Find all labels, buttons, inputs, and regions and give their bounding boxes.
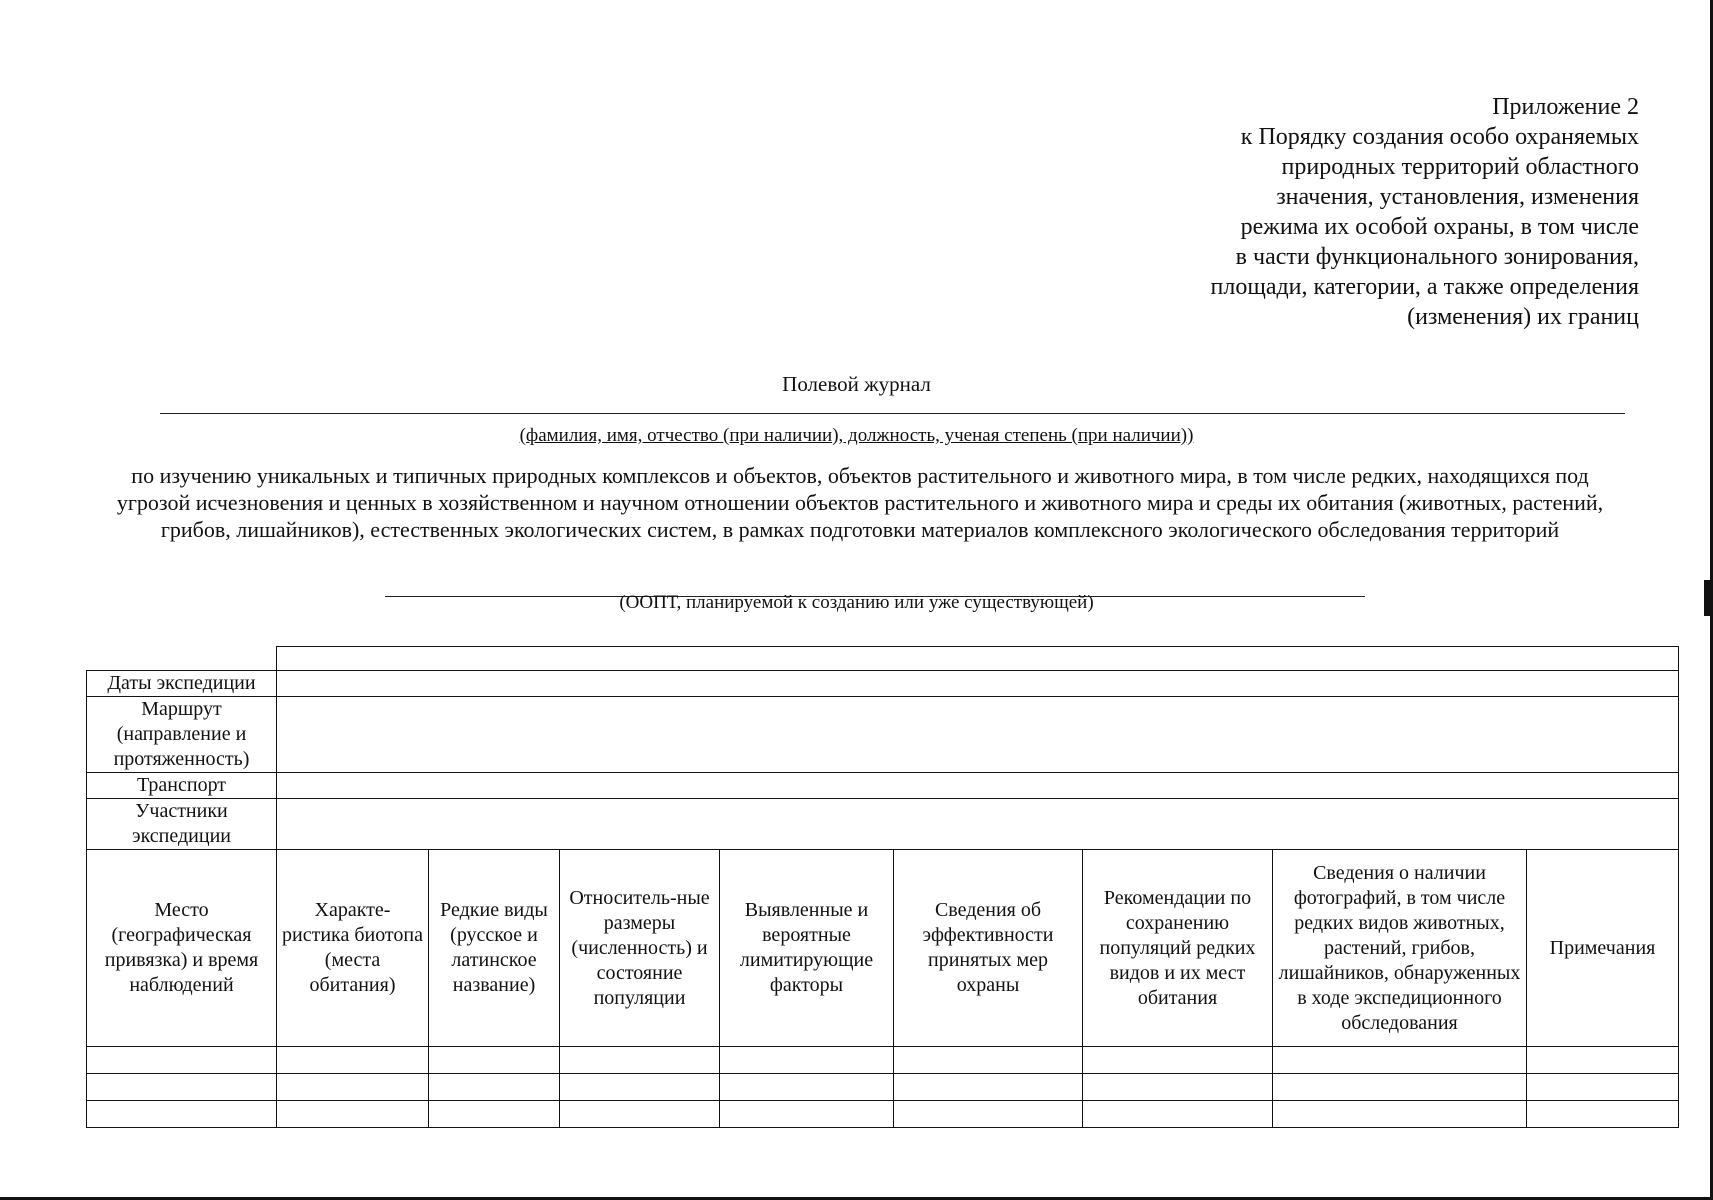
column-header: Редкие виды (русское и латинское название) <box>429 850 560 1047</box>
table-cell[interactable] <box>560 1074 720 1101</box>
column-header: Сведения об эффективности принятых мер охраны <box>894 850 1083 1047</box>
column-header: Примечания <box>1527 850 1679 1047</box>
column-header: Характе-ристика биотопа (места обитания) <box>277 850 429 1047</box>
info-label-participants: Участники экспедиции <box>87 799 277 850</box>
table-cell[interactable] <box>1083 1101 1273 1128</box>
table-row <box>87 1074 1679 1101</box>
appendix-header <box>1119 92 1639 332</box>
table-cell[interactable] <box>1527 1047 1679 1074</box>
author-caption <box>0 425 1713 447</box>
appendix-line: в части функционального зонирования, <box>1235 244 1639 270</box>
table-cell[interactable] <box>429 1074 560 1101</box>
info-value-dates[interactable] <box>277 671 1679 697</box>
info-label-route: Маршрут (направление и протяженность) <box>87 697 277 773</box>
column-header: Сведения о наличии фотографий, в том числе редких видов животных, растений, грибов, лишайников, обнаруженных в ходе экспедиционного обследования <box>1273 850 1527 1047</box>
appendix-line: режима их особой охраны, в том числе <box>1240 214 1639 240</box>
top-strip-spacer <box>87 647 277 671</box>
top-strip-cell <box>277 647 1679 671</box>
table-cell[interactable] <box>277 1101 429 1128</box>
table-cell[interactable] <box>894 1047 1083 1074</box>
appendix-line: площади, категории, а также определения <box>1210 274 1639 300</box>
info-label-dates: Даты экспедиции <box>87 671 277 697</box>
table-cell[interactable] <box>560 1047 720 1074</box>
appendix-line: значения, установления, изменения <box>1276 184 1639 210</box>
column-header-row <box>87 850 1679 1047</box>
table-cell[interactable] <box>277 1047 429 1074</box>
column-header: Относитель-ные размеры (численность) и состояние популяции <box>560 850 720 1047</box>
info-value-route[interactable] <box>277 697 1679 773</box>
table-cell[interactable] <box>560 1101 720 1128</box>
info-row <box>87 773 1679 799</box>
field-journal-table <box>86 646 1679 1128</box>
table-cell[interactable] <box>87 1074 277 1101</box>
table-cell[interactable] <box>1083 1047 1273 1074</box>
table-row <box>87 1101 1679 1128</box>
table-cell[interactable] <box>429 1101 560 1128</box>
table-cell[interactable] <box>1527 1101 1679 1128</box>
appendix-line: к Порядку создания особо охраняемых <box>1240 124 1639 150</box>
document-title: Полевой журнал <box>782 372 931 396</box>
purpose-text: по изучению уникальных и типичных природных комплексов и объектов, объектов растительного и животного мира, в том числе редких, находящихся под угрозой исчезновения и ценных в хозяйственном и научном отношении объектов растительного и животного мира и среды их обитания (животных, растений, грибов, лишайников), естественных экологических систем, в рамках подготовки материалов комплексного экологического обследования территорий <box>116 463 1604 542</box>
table-cell[interactable] <box>894 1101 1083 1128</box>
table-cell[interactable] <box>87 1101 277 1128</box>
table-cell[interactable] <box>277 1074 429 1101</box>
info-value-participants[interactable] <box>277 799 1679 850</box>
table-cell[interactable] <box>429 1047 560 1074</box>
table-cell[interactable] <box>720 1047 894 1074</box>
column-header: Место (географическая привязка) и время наблюдений <box>87 850 277 1047</box>
table-cell[interactable] <box>1083 1074 1273 1101</box>
column-header: Выявленные и вероятные лимитирующие факторы <box>720 850 894 1047</box>
appendix-line: (изменения) их границ <box>1407 304 1639 330</box>
column-header: Рекомендации по сохранению популяций редких видов и их мест обитания <box>1083 850 1273 1047</box>
appendix-title: Приложение 2 <box>1492 94 1639 120</box>
info-row <box>87 697 1679 773</box>
appendix-line: природных территорий областного <box>1281 154 1639 180</box>
info-label-transport: Транспорт <box>87 773 277 799</box>
table-cell[interactable] <box>1273 1101 1527 1128</box>
author-caption-text: (фамилия, имя, отчество (при наличии), должность, ученая степень (при наличии)) <box>519 425 1194 446</box>
table-row <box>87 1047 1679 1074</box>
table-cell[interactable] <box>1273 1074 1527 1101</box>
area-caption: (ООПТ, планируемой к созданию или уже существующей) <box>619 592 1094 613</box>
table-top-strip <box>87 647 1679 671</box>
table-cell[interactable] <box>720 1074 894 1101</box>
table-cell[interactable] <box>1527 1074 1679 1101</box>
info-row <box>87 799 1679 850</box>
author-fill-line <box>160 413 1625 414</box>
table-cell[interactable] <box>720 1101 894 1128</box>
table-cell[interactable] <box>894 1074 1083 1101</box>
info-value-transport[interactable] <box>277 773 1679 799</box>
table-cell[interactable] <box>87 1047 277 1074</box>
info-row <box>87 671 1679 697</box>
table-cell[interactable] <box>1273 1047 1527 1074</box>
